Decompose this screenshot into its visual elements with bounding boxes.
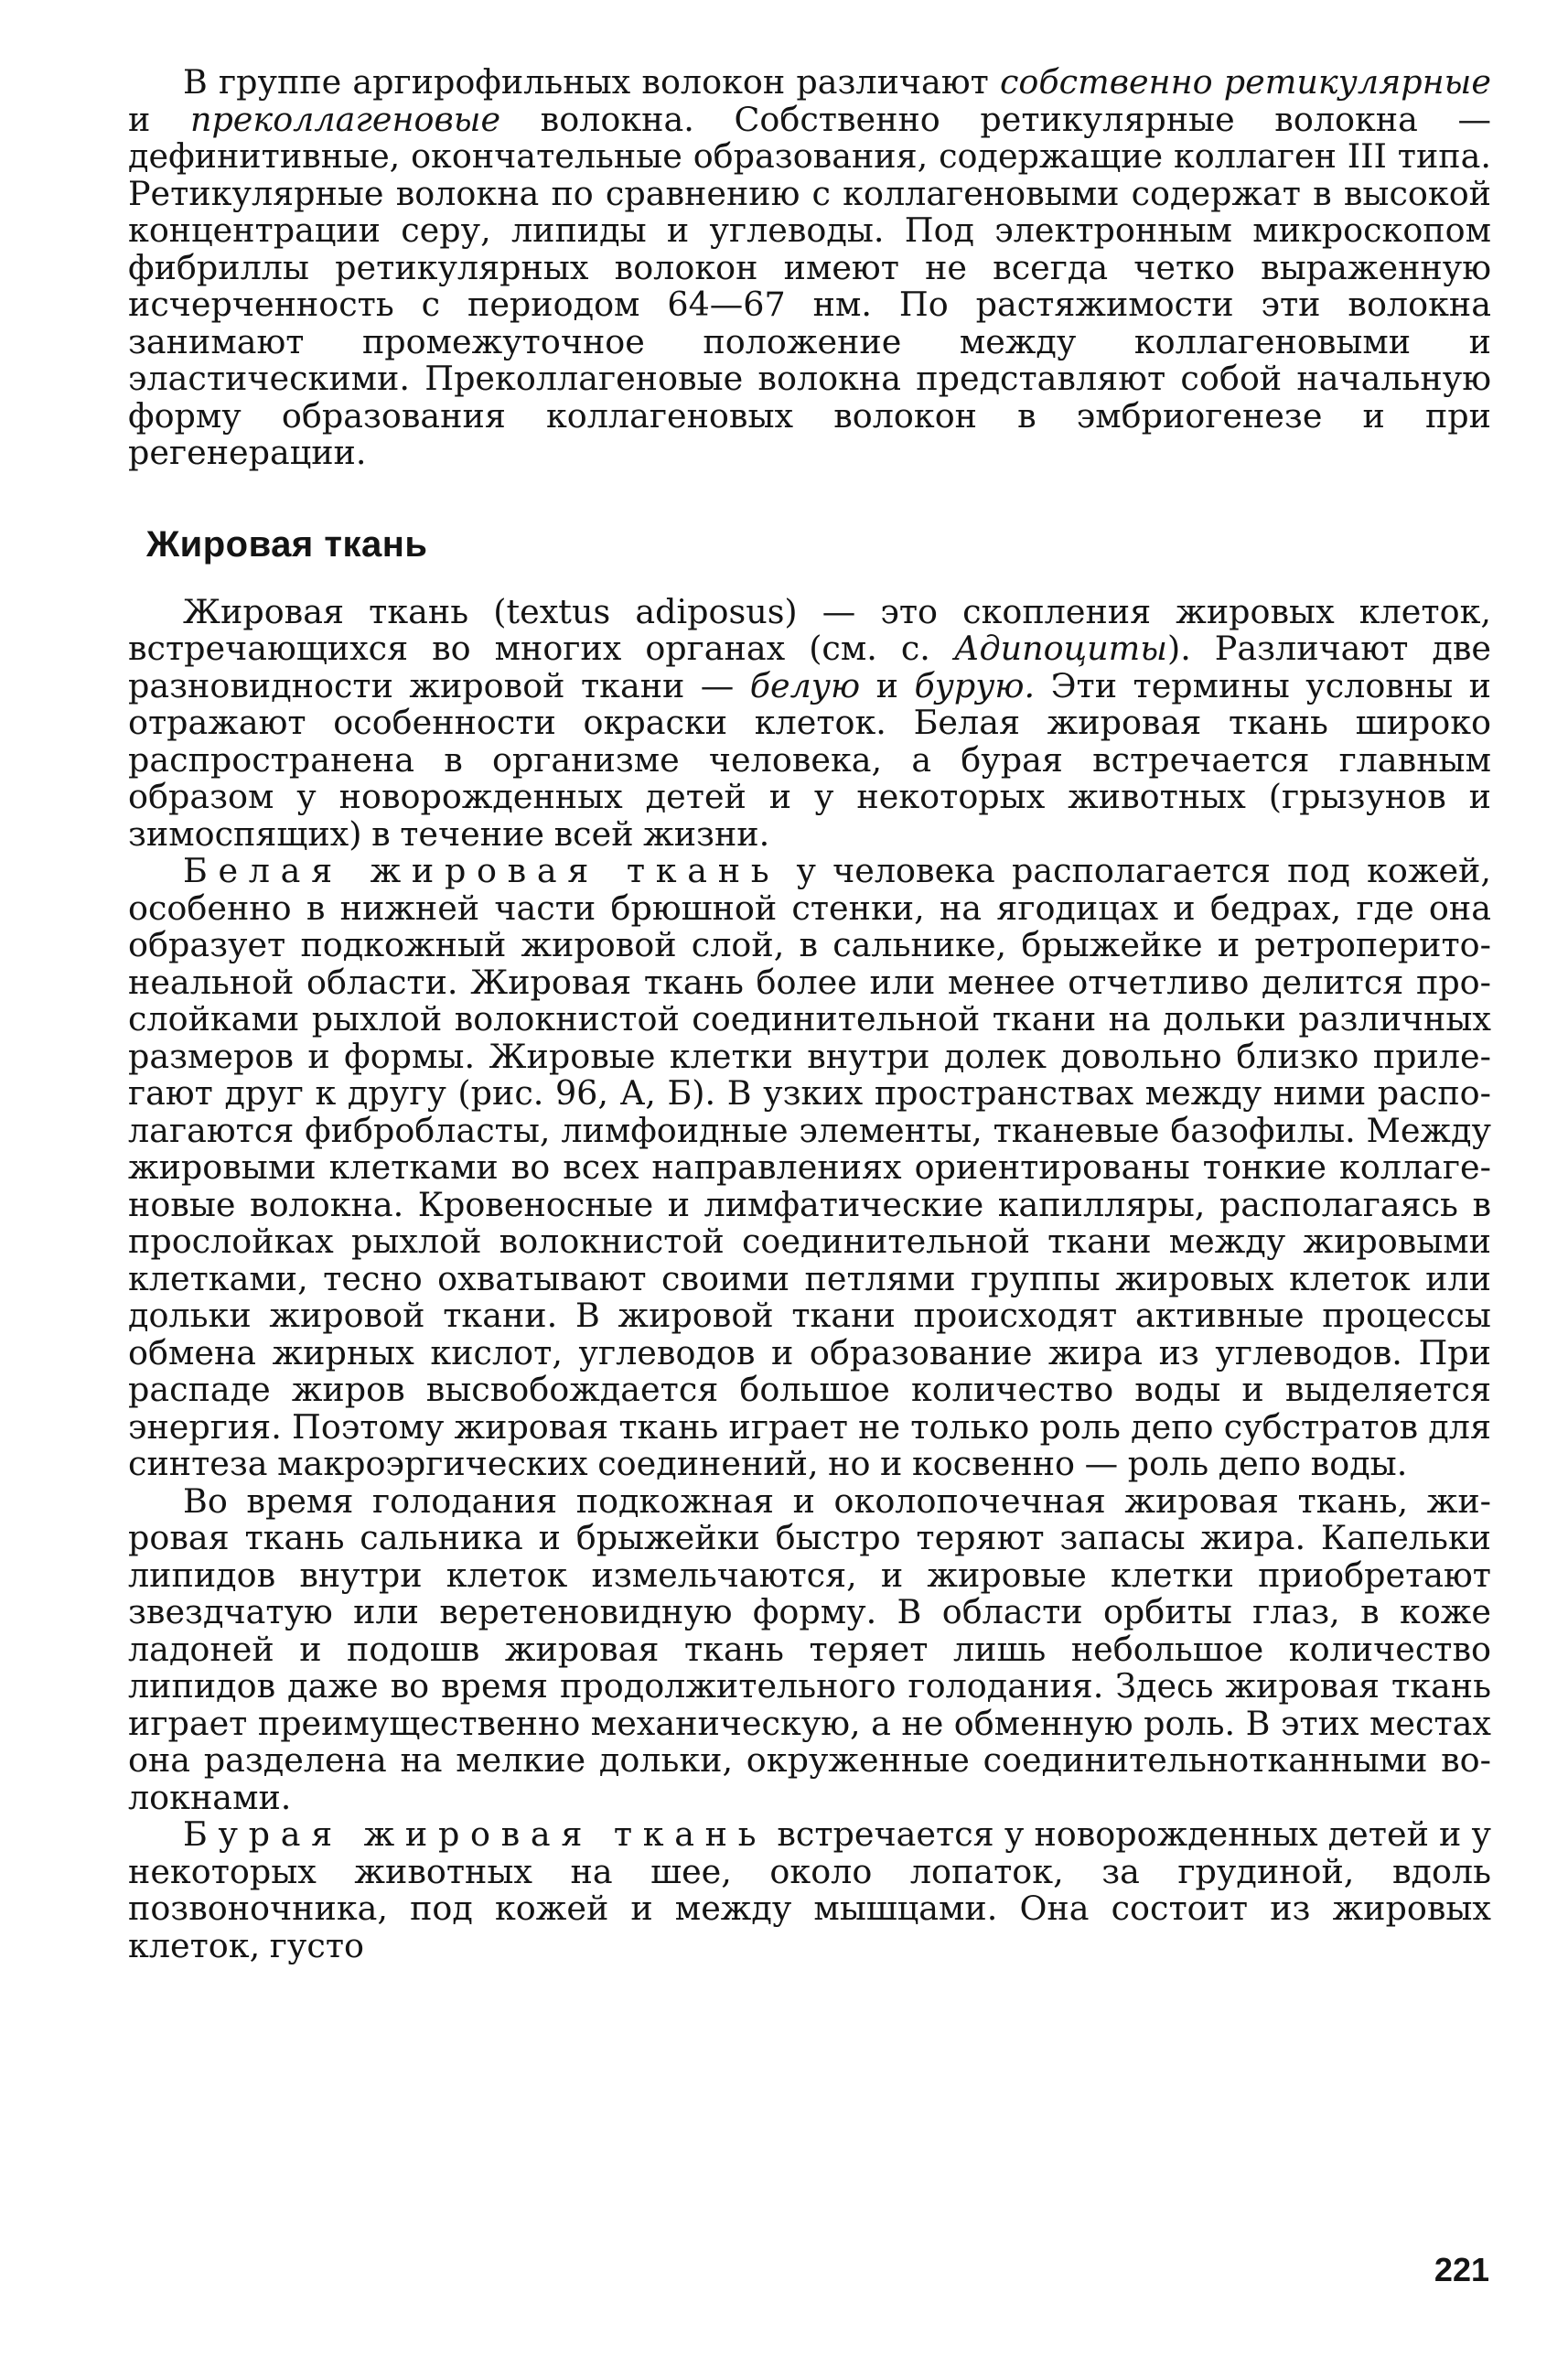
term-adipocytes: Адипоциты: [953, 629, 1167, 668]
term-precollagen: преколлагеновые: [189, 99, 501, 139]
paragraph-adipose-intro: Жировая ткань (textus adiposus) — это скопления жировых клеток, встречающихся во многих органах (см. с. Адипоциты). Различают две разновидности жировой ткани — белую и бурую. Эти термины условны и отражают особенности окраски клеток. Белая жировая ткань широко распространена в организме человека, а бурая встречается главным образом у новорожденных детей и у некоторых животных (грызунов и зимоспящих) в течение всей жизни.: [128, 591, 1491, 854]
book-page: [128, 64, 1491, 2297]
paragraph-brown-adipose: Бурая жировая ткань встречается у новорожденных детей и у некоторых животных на шее, около лопаток, за грудиной, вдоль позвоночника, под кожей и между мышцами. Она состоит из жировых клеток, густо: [128, 1814, 1491, 1965]
term-brown-adipose-tissue: Бурая жировая ткань: [183, 1814, 768, 1854]
paragraph-reticular-fibers: В группе аргирофильных волокон различают собственно ретикулярные и преколлагеновые волокна. Собственно ретикулярные волокна — дефинитивные, окончательные образования, содержащие коллаген III типа. Ретикулярные волокна по сравнению с коллагеновыми содержат в высокой концентрации серу, липиды и углеводы. Под электронным микроскопом фибриллы ретикулярных волокон имеют не всегда четко выраженную исчерченность с периодом 64—67 нм. По растяжимости эти волокна занимают промежуточное положение между коллагеновыми и эластическими. Преколлагеновые волокна представляют собой начальную форму образования коллагеновых волокон в эмбриогенезе и при регенерации.: [128, 62, 1491, 472]
term-brown: бурую.: [914, 665, 1036, 705]
term-white: белую: [749, 665, 861, 705]
paragraph-white-adipose: Белая жировая ткань у человека располагается под кожей, особенно в нижней части брюшной стенки, на ягодицах и бедрах, где она образует подкожный жировой слой, в сальнике, брыжейке и ретроперитонеальной области. Жировая ткань более или менее отчетливо делится прослойками рыхлой волокнистой соединительной ткани на дольки различных размеров и формы. Жировые клетки внутри долек довольно близко прилегают друг к другу (рис. 96, А, Б). В узких пространствах между ними располагаются фибробласты, лимфоидные элементы, тканевые базофилы. Между жировыми клетками во всех направлениях ориентированы тонкие коллагеновые волокна. Кровеносные и лимфатические капилляры, располагаясь в прослойках рыхлой волокнистой соединительной ткани между жировыми клетками, тесно охватывают своими петлями группы жировых клеток или дольки жировой ткани. В жировой ткани происходят активные процессы обмена жирных кислот, углеводов и образование жира из углеводов. При распаде жиров высвобождается большое количество воды и выделяется энергия. Поэтому жировая ткань играет не только роль депо субстратов для синтеза макроэргических соединений, но и косвенно — роль депо воды.: [128, 851, 1491, 1483]
page-number: 221: [1434, 2251, 1489, 2288]
term-reticular: собственно ретикулярные: [999, 62, 1491, 102]
paragraph-starvation: Во время голодания подкожная и околопочечная жировая ткань, жировая ткань сальника и брыжейки быстро теряют запасы жира. Капельки липидов внутри клеток измельчаются, и жировые клетки приобретают звездчатую или веретеновидную форму. В области орбиты глаз, в коже ладоней и подошв жировая ткань теряет лишь небольшое количество липидов даже во время продолжительного голодания. Здесь жировая ткань играет преимущественно механическую, а не обменную роль. В этих местах она разделена на мелкие дольки, окруженные соединительнотканными волокнами.: [128, 1480, 1491, 1817]
term-white-adipose-tissue: Белая жировая ткань: [183, 851, 780, 890]
section-heading: Жировая ткань: [146, 523, 428, 565]
